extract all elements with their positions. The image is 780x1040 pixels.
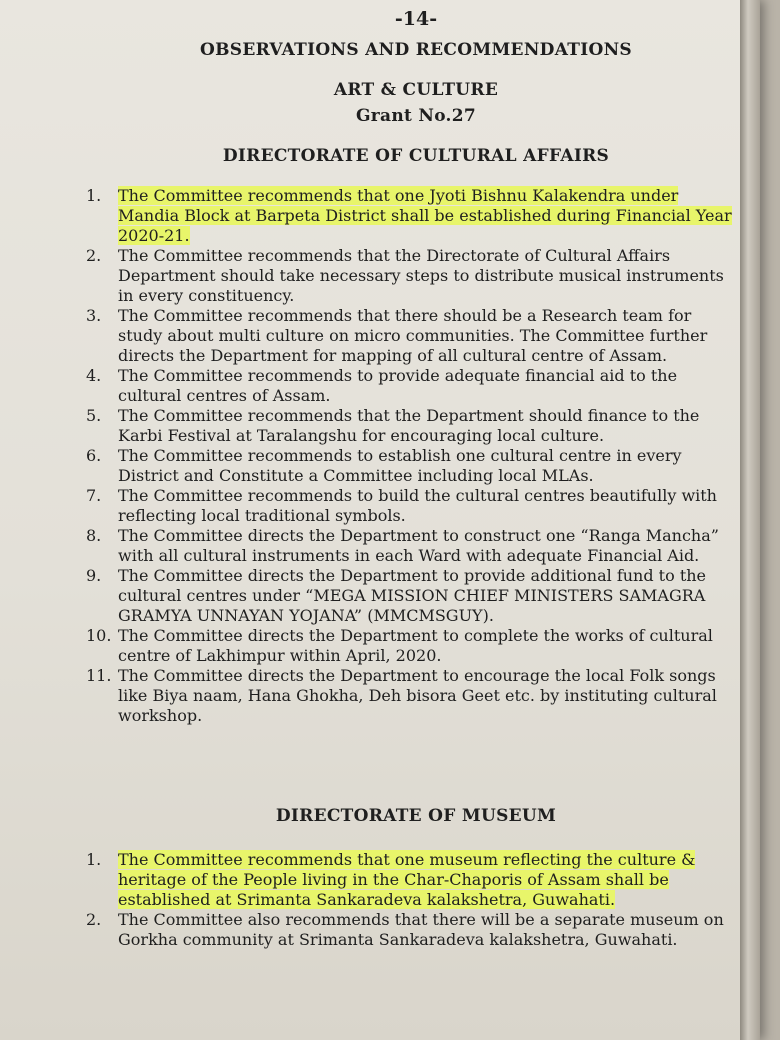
item-number: 1. xyxy=(86,850,102,869)
list-item xyxy=(86,306,736,366)
item-number: 5. xyxy=(86,406,102,425)
list-item xyxy=(86,246,736,306)
section-heading-museum: DIRECTORATE OF MUSEUM xyxy=(275,806,557,826)
list-item xyxy=(86,666,736,726)
list-item xyxy=(86,446,736,486)
list-item xyxy=(86,406,736,446)
item-number: 11. xyxy=(86,666,112,685)
item-number: 10. xyxy=(86,626,112,645)
item-number: 2. xyxy=(86,910,102,929)
item-text: The Committee directs the Department to complete the works of cultural centre of Lakhimpur within April, 2020. xyxy=(118,626,713,665)
item-text: The Committee recommends that the Directorate of Cultural Affairs Department should take necessary steps to distribute musical instruments in every constituency. xyxy=(118,246,724,305)
highlighted-item-text: The Committee recommends that one Jyoti Bishnu Kalakendra under Mandia Block at Barpeta District shall be established during Financial Year 2020-21. xyxy=(118,186,732,245)
item-number: 7. xyxy=(86,486,102,505)
list-item xyxy=(86,526,736,566)
page-number: -14- xyxy=(394,8,438,30)
list-item xyxy=(86,850,736,910)
list-item xyxy=(86,486,736,526)
item-number: 3. xyxy=(86,306,102,325)
list-item xyxy=(86,626,736,666)
list-item xyxy=(86,366,736,406)
item-number: 9. xyxy=(86,566,102,585)
page-title: OBSERVATIONS AND RECOMMENDATIONS xyxy=(200,40,632,60)
list-item xyxy=(86,186,736,246)
item-text: The Committee recommends that there should be a Research team for study about multi culture on micro communities. The Committee further directs the Department for mapping of all cultural centre of Assam. xyxy=(118,306,708,365)
item-text: The Committee recommends to provide adequate financial aid to the cultural centres of Assam. xyxy=(118,366,678,405)
item-number: 8. xyxy=(86,526,102,545)
item-text: The Committee recommends that the Department should finance to the Karbi Festival at Taralangshu for encouraging local culture. xyxy=(118,406,700,445)
item-number: 4. xyxy=(86,366,102,385)
list-item xyxy=(86,566,736,626)
list-item xyxy=(86,910,736,950)
grant-number: Grant No.27 xyxy=(355,106,477,126)
item-number: 1. xyxy=(86,186,102,205)
item-text: The Committee directs the Department to construct one “Ranga Mancha” with all cultural instruments in each Ward with adequate Financial Aid. xyxy=(118,526,719,565)
item-text: The Committee also recommends that there will be a separate museum on Gorkha community at Srimanta Sankaradeva kalakshetra, Guwahati. xyxy=(118,910,724,949)
item-number: 2. xyxy=(86,246,102,265)
item-text: The Committee recommends to build the cultural centres beautifully with reflecting local traditional symbols. xyxy=(118,486,717,525)
page-subtitle: ART & CULTURE xyxy=(333,80,499,100)
cultural-affairs-list xyxy=(86,186,736,726)
item-number: 6. xyxy=(86,446,102,465)
item-text: The Committee directs the Department to encourage the local Folk songs like Biya naam, Hana Ghokha, Deh bisora Geet etc. by instituting cultural workshop. xyxy=(118,666,717,725)
item-text: The Committee directs the Department to provide additional fund to the cultural centres under “MEGA MISSION CHIEF MINISTERS SAMAGRA GRAMYA UNNAYAN YOJANA” (MMCMSGUY). xyxy=(118,566,707,625)
section-heading-cultural-affairs: DIRECTORATE OF CULTURAL AFFAIRS xyxy=(222,146,610,166)
page-edge xyxy=(740,0,760,1040)
museum-list xyxy=(86,850,736,950)
highlighted-item-text: The Committee recommends that one museum reflecting the culture & heritage of the People living in the Char-Chaporis of Assam shall be established at Srimanta Sankaradeva kalakshetra, Guwahati. xyxy=(118,850,696,909)
item-text: The Committee recommends to establish one cultural centre in every District and Constitute a Committee including local MLAs. xyxy=(118,446,682,485)
